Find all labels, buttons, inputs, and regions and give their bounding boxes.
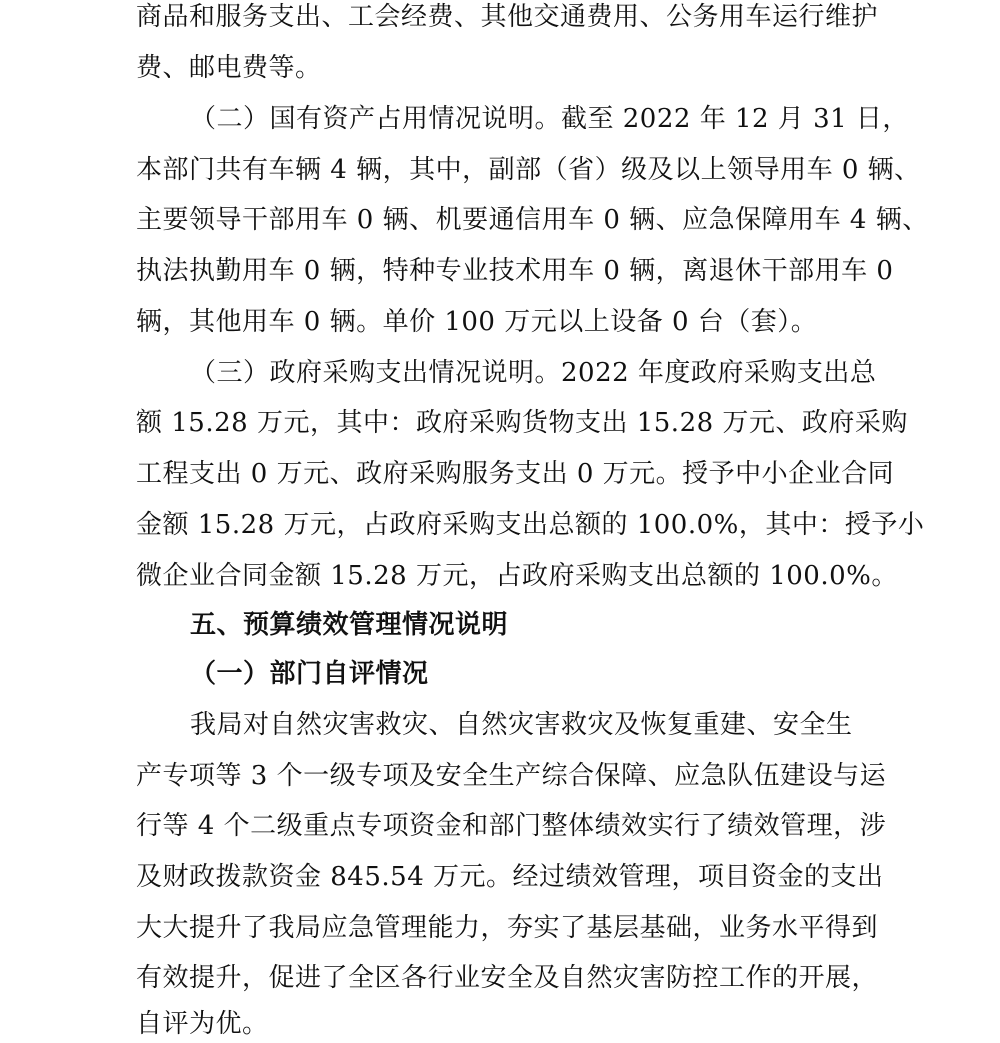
- paragraph-line: 我局对自然灾害救灾、自然灾害救灾及恢复重建、安全生: [190, 710, 853, 740]
- paragraph-line: 有效提升，促进了全区各行业安全及自然灾害防控工作的开展，: [136, 963, 879, 993]
- section-two-line: （二）国有资产占用情况说明。截至 2022 年 12 月 31 日，: [190, 104, 909, 134]
- paragraph-line: 商品和服务支出、工会经费、其他交通费用、公务用车运行维护: [136, 2, 879, 32]
- paragraph-line: 工程支出 0 万元、政府采购服务支出 0 万元。授予中小企业合同: [136, 459, 895, 489]
- paragraph-line: 主要领导干部用车 0 辆、机要通信用车 0 辆、应急保障用车 4 辆、: [136, 205, 929, 235]
- paragraph-line: 本部门共有车辆 4 辆，其中，副部（省）级及以上领导用车 0 辆、: [136, 155, 921, 185]
- subsection-heading: （一）部门自评情况: [190, 659, 429, 689]
- paragraph-line: 费、邮电费等。: [136, 53, 322, 83]
- paragraph-line: 自评为优。: [136, 1009, 269, 1039]
- paragraph-line: 额 15.28 万元，其中：政府采购货物支出 15.28 万元、政府采购: [136, 408, 908, 438]
- section-three-line: （三）政府采购支出情况说明。2022 年度政府采购支出总: [190, 358, 877, 388]
- paragraph-line: 微企业合同金额 15.28 万元，占政府采购支出总额的 100.0%。: [136, 561, 898, 591]
- paragraph-line: 执法执勤用车 0 辆，特种专业技术用车 0 辆，离退休干部用车 0: [136, 256, 894, 286]
- paragraph-line: 辆，其他用车 0 辆。单价 100 万元以上设备 0 台（套）。: [136, 307, 818, 337]
- paragraph-line: 行等 4 个二级重点专项资金和部门整体绩效实行了绩效管理，涉: [136, 811, 887, 841]
- paragraph-line: 金额 15.28 万元，占政府采购支出总额的 100.0%，其中：授予小: [136, 510, 925, 540]
- section-heading: 五、预算绩效管理情况说明: [190, 610, 509, 640]
- paragraph-line: 产专项等 3 个一级专项及安全生产综合保障、应急队伍建设与运: [136, 761, 887, 791]
- paragraph-line: 及财政拨款资金 845.54 万元。经过绩效管理，项目资金的支出: [136, 862, 884, 892]
- paragraph-line: 大大提升了我局应急管理能力，夯实了基层基础，业务水平得到: [136, 913, 879, 943]
